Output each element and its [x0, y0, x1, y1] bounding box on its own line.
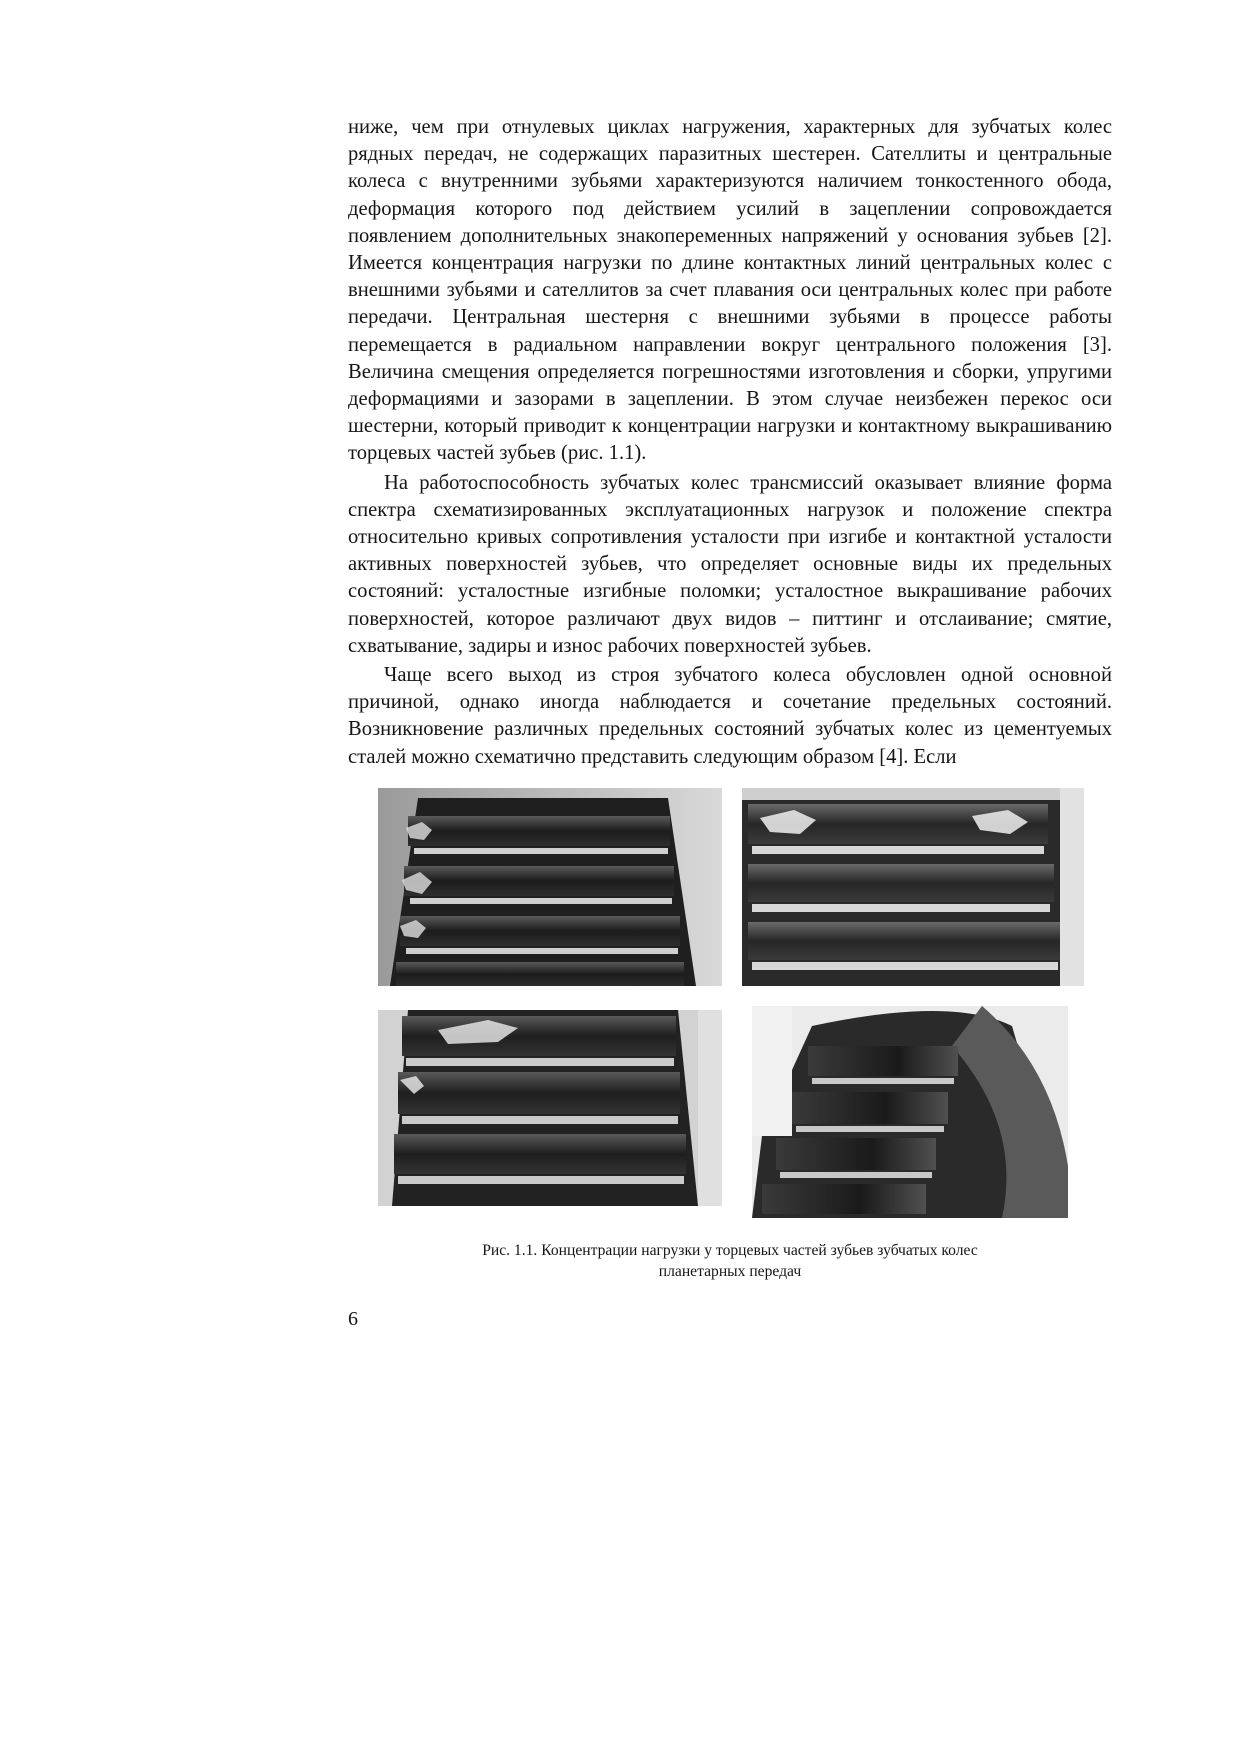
paragraph-3: Чаще всего выход из строя зубчатого колеса обусловлен одной основной причиной, однако иногда наблюдается и сочетание предельных состояний. Возникновение различных предельных состояний зубчатых колес из цементуемых сталей можно схематично представить следующим образом [4]. Если: [348, 664, 1112, 768]
body-text: [348, 114, 1112, 771]
gear-photo-bottom-right-image: [752, 1006, 1068, 1218]
gear-photo-top-left-image: [378, 788, 722, 986]
gear-photo-top-right-image: [742, 788, 1084, 986]
page-number: 6: [348, 1308, 358, 1330]
gear-photo-bottom-left: [378, 1010, 722, 1206]
gear-photo-top-left: [378, 788, 722, 986]
caption-line-2: планетарных передач: [658, 1263, 802, 1280]
gear-photo-bottom-left-image: [378, 1010, 722, 1206]
paragraph-1: ниже, чем при отнулевых циклах нагружения, характерных для зубчатых колес рядных передач, не содержащих паразитных шестерен. Сателлиты и центральные колеса с внутренними зубьями характеризуются наличием тонкостенного обода, деформация которого под действием усилий в зацеплении сопровождается появлением дополнительных знакопеременных напряжений у основания зубьев [2]. Имеется концентрация нагрузки по длине контактных линий центральных колес с внешними зубьями и сателлитов за счет плавания оси центральных колес при работе передачи. Центральная шестерня с внешними зубьями в процессе работы перемещается в радиальном направлении вокруг центрального положения [3]. Величина смещения определяется погрешностями изготовления и сборки, упругими деформациями и зазорами в зацеплении. В этом случае неизбежен перекос оси шестерни, который приводит к концентрации нагрузки и контактному выкрашиванию торцевых частей зубьев (рис. 1.1).: [348, 116, 1112, 465]
gear-photo-bottom-right: [752, 1006, 1068, 1218]
paragraph-2: На работоспособность зубчатых колес трансмиссий оказывает влияние форма спектра схематизированных эксплуатационных нагрузок и положение спектра относительно кривых сопротивления усталости при изгибе и контактной усталости активных поверхностей зубьев, что определяет основные виды их предельных состояний: усталостные изгибные поломки; усталостное выкрашивание рабочих поверхностей, которое различают двух видов – питтинг и отслаивание; смятие, схватывание, задиры и износ рабочих поверхностей зубьев.: [348, 471, 1112, 657]
gear-photo-top-right: [742, 788, 1084, 986]
caption-line-1: Рис. 1.1. Концентрации нагрузки у торцевых частей зубьев зубчатых колес: [482, 1242, 978, 1259]
figure-caption: [348, 1240, 1112, 1282]
